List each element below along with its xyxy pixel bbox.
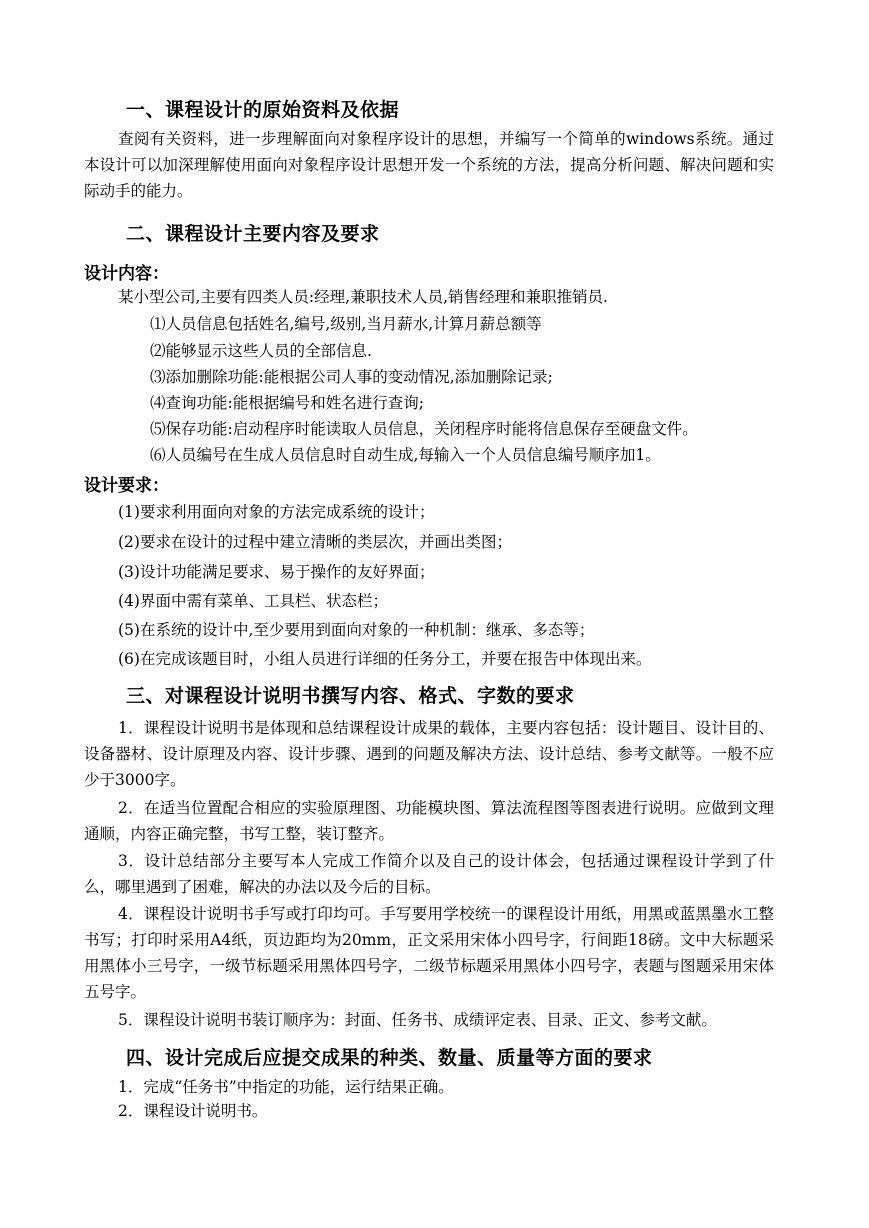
section-1-body: 查阅有关资料，进一步理解面向对象程序设计的思想，并编写一个简单的windows系统。通过本设计可以加深理解使用面向对象程序设计思想开发一个系统的方法，提高分析问题、解决问题和实际动手的能力。 <box>84 130 774 200</box>
content-item: ⑴人员信息包括姓名,编号,级别,当月薪水,计算月薪总额等 <box>150 315 542 333</box>
requirement-item: (3)设计功能满足要求、易于操作的友好界面； <box>118 563 435 581</box>
section-4-title: 四、设计完成后应提交成果的种类、数量、质量等方面的要求 <box>126 1047 653 1069</box>
section-3-paragraph: 1．课程设计说明书是体现和总结课程设计成果的载体，主要内容包括：设计题目、设计目的、设备器材、设计原理及内容、设计步骤、遇到的问题及解决方法、设计总结、参考文献等。一般不应少于3000字。 <box>84 719 774 789</box>
section-4-item: 2．课程设计说明书。 <box>118 1102 268 1120</box>
section-1-title: 一、课程设计的原始资料及依据 <box>126 99 400 121</box>
requirement-item: (4)界面中需有菜单、工具栏、状态栏； <box>118 592 388 610</box>
section-2-title: 二、课程设计主要内容及要求 <box>126 223 380 245</box>
section-3-paragraph: 4．课程设计说明书手写或打印均可。手写要用学校统一的课程设计用纸，用黑或蓝黑墨水工整书写；打印时采用A4纸，页边距均为20mm，正文采用宋体小四号字，行间距18磅。文中大标题采用黑体小三号字，一级节标题采用黑体四号字，二级节标题采用黑体小四号字，表题与图题采用宋体五号字。 <box>84 905 774 1001</box>
requirement-item: (6)在完成该题目时，小组人员进行详细的任务分工，并要在报告中体现出来。 <box>118 650 652 668</box>
section-3-title: 三、对课程设计说明书撰写内容、格式、字数的要求 <box>126 685 575 707</box>
content-item: ⑶添加删除功能:能根据公司人事的变动情况,添加删除记录; <box>150 368 553 386</box>
content-item: ⑹人员编号在生成人员信息时自动生成,每输入一个人员信息编号顺序加1。 <box>150 446 661 464</box>
content-item: ⑷查询功能:能根据编号和姓名进行查询; <box>150 394 424 412</box>
section-3-paragraph: 2．在适当位置配合相应的实验原理图、功能模块图、算法流程图等图表进行说明。应做到文理通顺，内容正确完整，书写工整，装订整齐。 <box>84 799 774 843</box>
content-item: ⑵能够显示这些人员的全部信息. <box>150 342 372 360</box>
content-item: ⑸保存功能:启动程序时能读取人员信息，关闭程序时能将信息保存至硬盘文件。 <box>150 420 698 438</box>
design-requirements-heading: 设计要求： <box>84 476 169 496</box>
requirement-item: (2)要求在设计的过程中建立清晰的类层次，并画出类图； <box>118 533 512 551</box>
section-3-paragraph: 3．设计总结部分主要写本人完成工作简介以及自己的设计体会，包括通过课程设计学到了什么，哪里遇到了困难，解决的办法以及今后的目标。 <box>84 852 774 896</box>
requirement-item: (1)要求利用面向对象的方法完成系统的设计； <box>118 503 435 521</box>
requirement-item: (5)在系统的设计中,至少要用到面向对象的一种机制：继承、多态等； <box>118 621 595 639</box>
section-3-paragraph: 5．课程设计说明书装订顺序为：封面、任务书、成绩评定表、目录、正文、参考文献。 <box>118 1011 717 1029</box>
design-content-heading: 设计内容： <box>84 264 169 284</box>
design-content-intro: 某小型公司,主要有四类人员:经理,兼职技术人员,销售经理和兼职推销员. <box>118 288 608 306</box>
section-4-item: 1．完成“任务书”中指定的功能，运行结果正确。 <box>118 1078 454 1096</box>
